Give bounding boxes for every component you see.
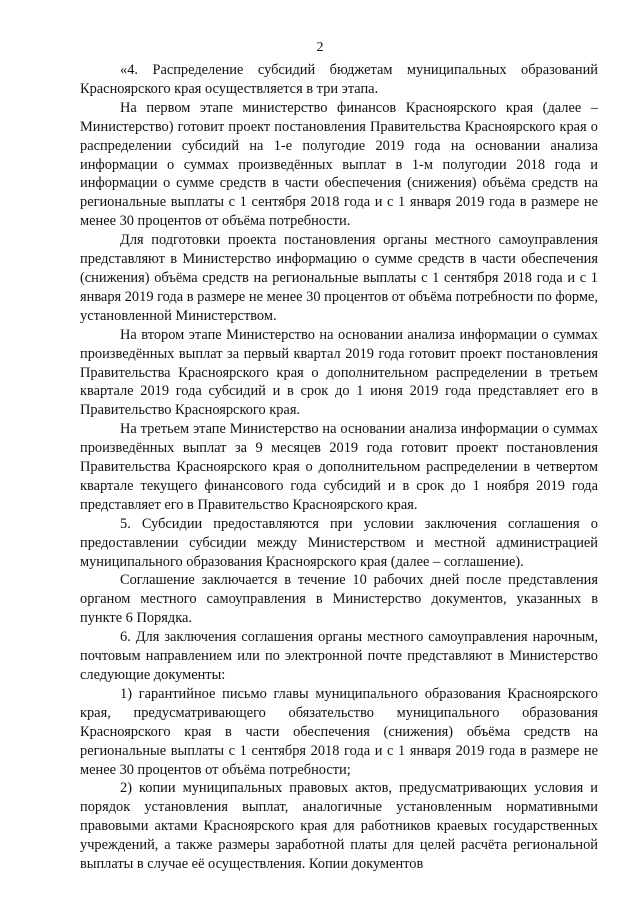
paragraph-second-stage: На втором этапе Министерство на основании анализа информации о суммах произведённых выплат за первый квартал 2019 года готовит проект постановления Правительства Красноярского края о дополнительном распределении в третьем квартале 2019 года субсидий и в срок до 1 июня 2019 года представляет его в Правительство Красноярского края. xyxy=(80,326,598,419)
paragraph-item-2: 2) копии муниципальных правовых актов, предусматривающих условия и порядок установления выплат, аналогичные установленным нормативными правовыми актами Красноярского края для работников краевых государственных учреждений, а также размеры заработной платы для целей расчёта региональной выплаты в случае её осуществления. Копии документов xyxy=(80,780,598,873)
paragraph-first-stage: На первом этапе министерство финансов Красноярского края (далее – Министерство) готовит проект постановления Правительства Красноярского края о распределении субсидий на 1-е полугодие 2019 года на основании анализа информации о суммах произведённых выплат в 1-м полугодии 2018 года и информации о сумме средств в части обеспечения (снижения) объёма средств на региональные выплаты с 1 сентября 2018 года и с 1 января 2019 года в размере не менее 30 процентов от объёма потребности. xyxy=(80,99,598,230)
paragraph-agreement-term: Соглашение заключается в течение 10 рабочих дней после представления органом местного самоуправления в Министерство документов, указанных в пункте 6 Порядка. xyxy=(80,572,598,627)
paragraph-third-stage: На третьем этапе Министерство на основании анализа информации о суммах произведённых выплат за 9 месяцев 2019 года готовит проект постановления Правительства Красноярского края о дополнительном распределении в четвертом квартале текущего финансового года субсидий и в срок до 1 ноября 2019 года представляет его в Правительство Красноярского края. xyxy=(80,421,598,513)
paragraph-section-5: 5. Субсидии предоставляются при условии заключения соглашения о предоставлении субсидии между Министерством и местной администрацией муниципального образования Красноярского края (далее – соглашение). xyxy=(80,515,598,570)
paragraph-section-4: «4. Распределение субсидий бюджетам муниципальных образований Красноярского края осуществляется в три этапа. xyxy=(80,62,598,97)
paragraph-section-6: 6. Для заключения соглашения органы местного самоуправления нарочным, почтовым направлением или по электронной почте представляют в Министерство следующие документы: xyxy=(80,629,598,683)
page-number: 2 xyxy=(316,40,324,55)
paragraph-preparation: Для подготовки проекта постановления органы местного самоуправления представляют в Министерство информацию о сумме средств в части обеспечения (снижения) объёма средств на региональные выплаты с 1 сентября 2018 года и с 1 января 2019 года в размере не менее 30 процентов от объёма потребности по форме, установленной Министерством. xyxy=(80,232,598,324)
document-body xyxy=(80,61,598,874)
paragraph-item-1: 1) гарантийное письмо главы муниципального образования Красноярского края, предусматривающего обязательство муниципального образования Красноярского края в части обеспечения (снижения) объёма средств на региональные выплаты с 1 сентября 2018 года и с 1 января 2019 года в размере не менее 30 процентов от объёма потребности; xyxy=(80,685,598,778)
